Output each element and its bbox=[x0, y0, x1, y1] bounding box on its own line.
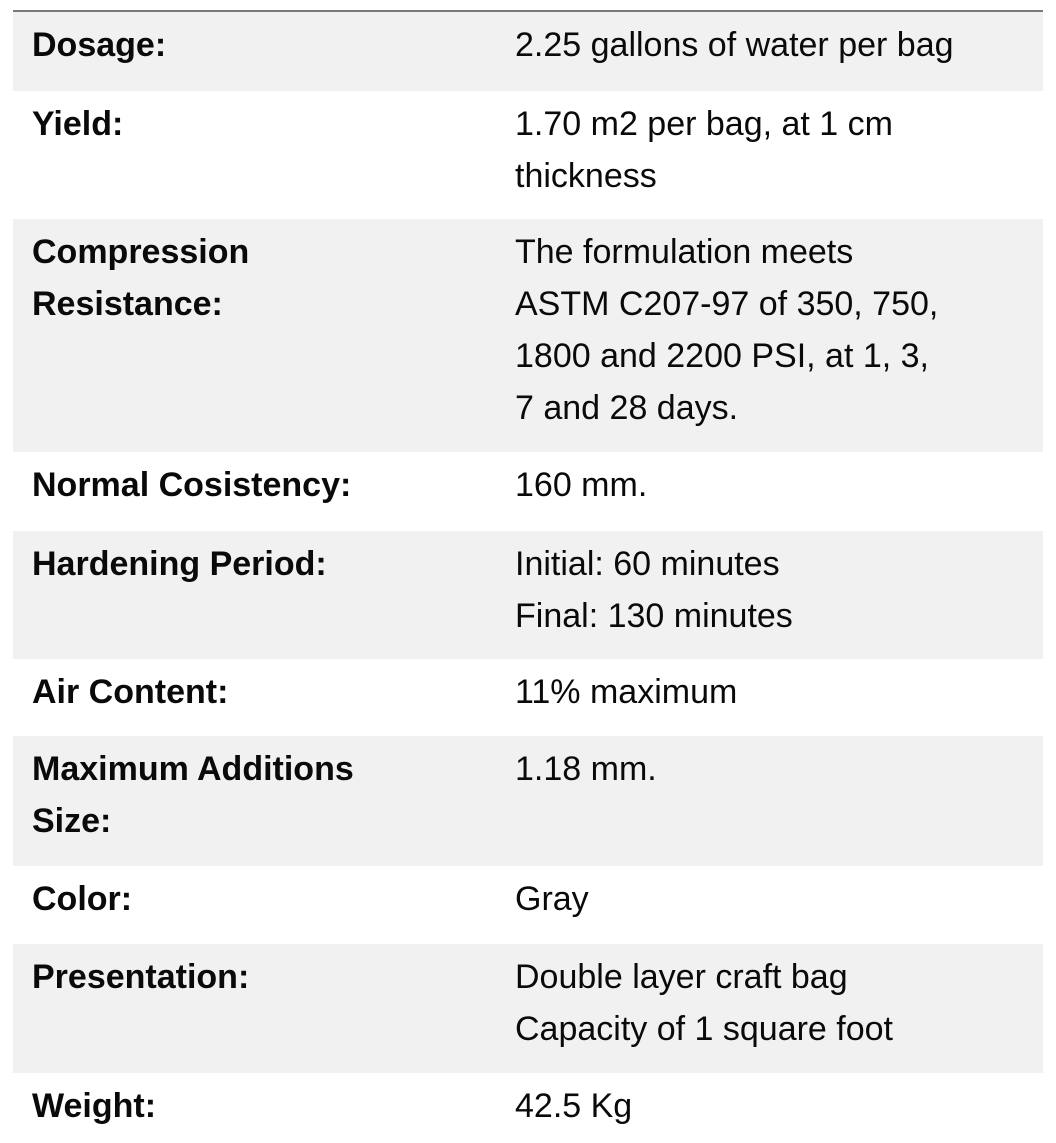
spec-value: 1.18 mm. bbox=[515, 750, 657, 788]
spec-value: Initial: 60 minutes Final: 130 minutes bbox=[515, 545, 793, 635]
spec-label: Maximum Additions Size: bbox=[32, 750, 354, 840]
spec-row-presentation bbox=[13, 944, 1043, 1073]
spec-value: 42.5 Kg bbox=[515, 1087, 633, 1125]
spec-row-yield bbox=[13, 91, 1043, 219]
spec-value: The formulation meets ASTM C207-97 of 350, 750, 1800 and 2200 PSI, at 1, 3, 7 and 28 days. bbox=[515, 233, 939, 427]
spec-row-maximum-additions-size bbox=[13, 736, 1043, 866]
spec-value: 2.25 gallons of water per bag bbox=[515, 26, 954, 64]
spec-row-weight bbox=[13, 1073, 1043, 1143]
spec-value: 1.70 m2 per bag, at 1 cm thickness bbox=[515, 105, 893, 195]
spec-row-air-content bbox=[13, 659, 1043, 736]
spec-label: Yield: bbox=[32, 105, 124, 143]
spec-label: Air Content: bbox=[32, 673, 229, 711]
spec-label: Dosage: bbox=[32, 26, 167, 64]
spec-value: 11% maximum bbox=[515, 673, 738, 711]
spec-row-hardening-period bbox=[13, 531, 1043, 659]
spec-row-color bbox=[13, 866, 1043, 944]
spec-table bbox=[13, 10, 1043, 1143]
spec-row-dosage bbox=[13, 12, 1043, 91]
spec-value: Gray bbox=[515, 880, 589, 918]
spec-row-compression-resistance bbox=[13, 219, 1043, 452]
spec-value: 160 mm. bbox=[515, 466, 648, 504]
spec-value: Double layer craft bag Capacity of 1 square foot bbox=[515, 958, 894, 1048]
spec-label: Normal Cosistency: bbox=[32, 466, 352, 504]
spec-label: Compression Resistance: bbox=[32, 233, 250, 323]
spec-label: Color: bbox=[32, 880, 133, 918]
spec-row-normal-consistency bbox=[13, 452, 1043, 531]
spec-label: Hardening Period: bbox=[32, 545, 327, 583]
spec-label: Weight: bbox=[32, 1087, 157, 1125]
spec-label: Presentation: bbox=[32, 958, 250, 996]
